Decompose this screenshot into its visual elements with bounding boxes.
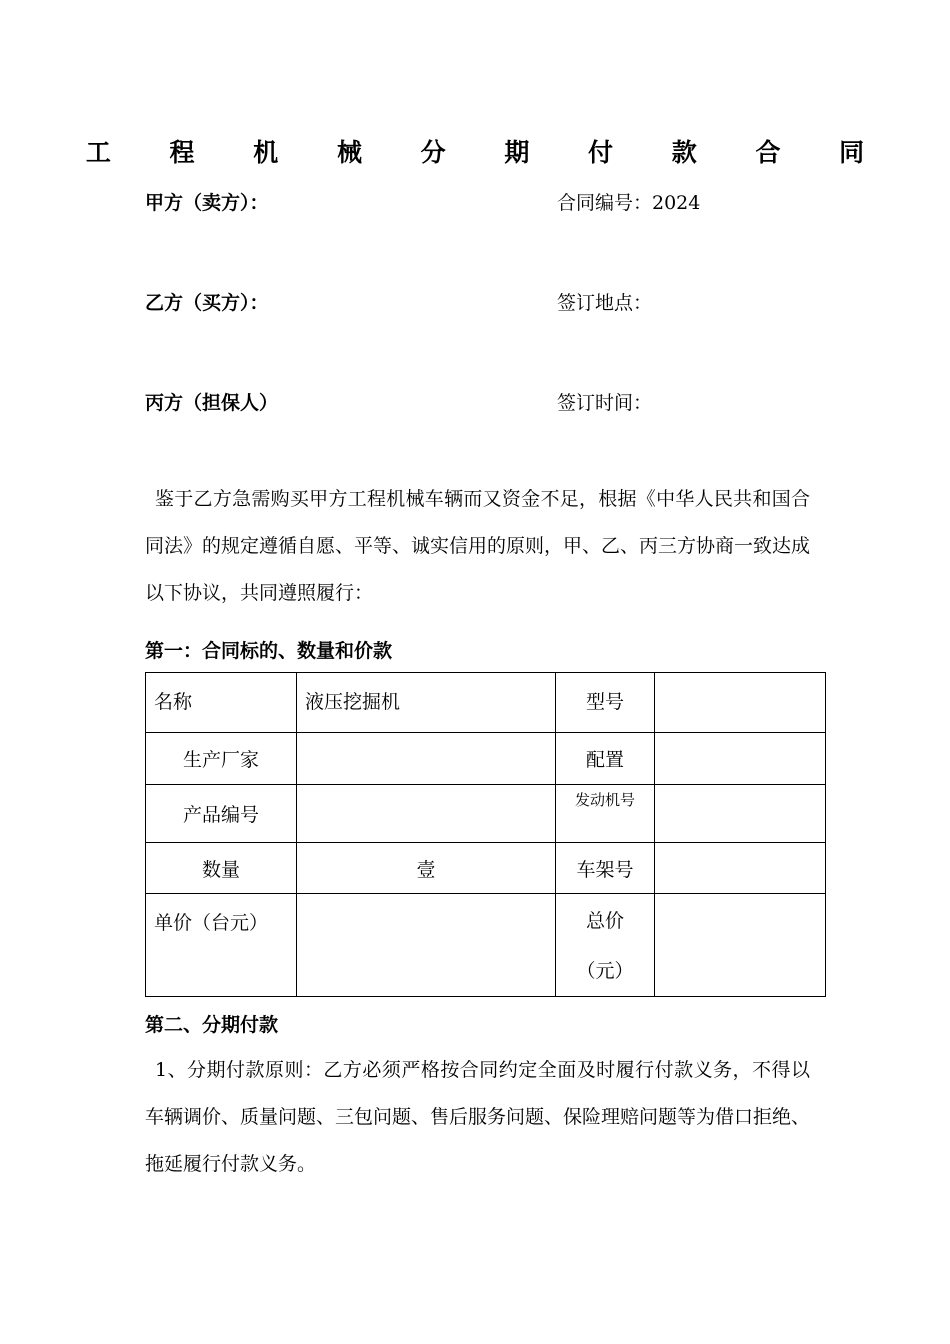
- total-price-unit: （元）: [576, 960, 634, 982]
- frame-no-value: [655, 843, 826, 894]
- product-no-label: 产品编号: [146, 785, 297, 843]
- config-value: [655, 733, 826, 785]
- model-label: 型号: [556, 673, 655, 733]
- section2-heading: 第二、分期付款: [145, 1014, 279, 1036]
- unit-price-value: [297, 894, 556, 997]
- total-price-label: 总价: [585, 910, 624, 932]
- guarantor-label: 丙方（担保人）: [145, 392, 279, 414]
- total-price-value: [655, 894, 826, 997]
- name-label: 名称: [146, 673, 297, 733]
- sign-time: 签订时间：: [557, 392, 653, 414]
- spec-table: [145, 672, 826, 997]
- engine-no-value: [655, 785, 826, 843]
- qty-label: 数量: [146, 843, 297, 894]
- intro-paragraph: 鉴于乙方急需购买甲方工程机械车辆而又资金不足，根据《中华人民共和国合同法》的规定遵循自愿、平等、诚实信用的原则，甲、乙、丙三方协商一致达成以下协议，共同遵照履行：: [145, 488, 811, 604]
- unit-price-label: 单价（台元）: [146, 894, 297, 997]
- config-label: 配置: [556, 733, 655, 785]
- frame-no-label: 车架号: [556, 843, 655, 894]
- table-row: [146, 733, 826, 785]
- seller-label: 甲方（卖方）：: [145, 192, 269, 214]
- maker-label: 生产厂家: [146, 733, 297, 785]
- qty-value: 壹: [297, 843, 556, 894]
- table-row: [146, 673, 826, 733]
- buyer-label: 乙方（买方）：: [145, 292, 269, 314]
- contract-title: 工 程 机 械 分 期 付 款 合 同: [85, 138, 890, 167]
- total-price-label-cell: [556, 894, 655, 997]
- section1-heading: 第一：合同标的、数量和价款: [145, 640, 393, 662]
- contract-number: 合同编号：2024: [557, 192, 701, 214]
- table-row: [146, 785, 826, 843]
- engine-no-label: 发动机号: [556, 785, 655, 843]
- sign-place: 签订地点：: [557, 292, 653, 314]
- section2-item1: 1、分期付款原则：乙方必须严格按合同约定全面及时履行付款义务，不得以车辆调价、质量问题、三包问题、售后服务问题、保险理赔问题等为借口拒绝、拖延履行付款义务。: [145, 1059, 811, 1175]
- maker-value: [297, 733, 556, 785]
- name-value: 液压挖掘机: [297, 673, 556, 733]
- product-no-value: [297, 785, 556, 843]
- table-row: [146, 894, 826, 997]
- table-row: [146, 843, 826, 894]
- model-value: [655, 673, 826, 733]
